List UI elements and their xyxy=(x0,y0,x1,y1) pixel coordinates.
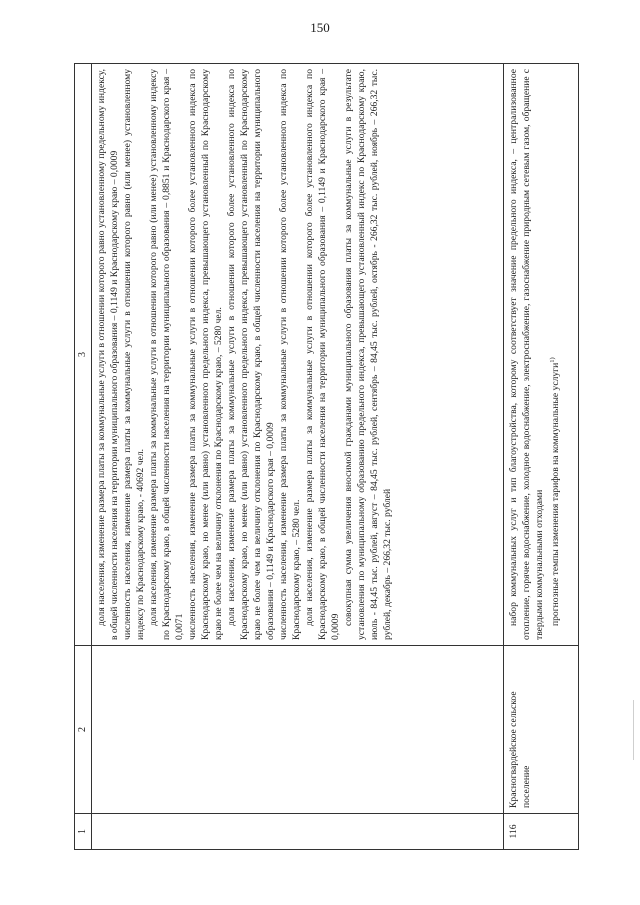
paragraph: доля населения, изменение размера платы за коммунальные услуги в отношении которого равно установленному предельному индексу, в общей численности населения на территории муниципального образования – 0,1149 и Краснодарскому краю – 0,0009 xyxy=(96,69,120,640)
paragraph: доля населения, изменение размера платы за коммунальные услуги в отношении которого более установленного индекса по Краснодарскому краю, но менее (или равно) установленного предельного индекса, превышающего установленный по Краснодарскому краю не более чем на величину отклонения по Краснодарскому краю, в общей численности населения на территории муниципального образования – 0,1149 и Краснодарского края – 0,0009 xyxy=(226,69,276,640)
scan-edge-mark xyxy=(633,700,634,760)
table-header-row xyxy=(75,64,92,850)
page-number: 150 xyxy=(310,20,330,35)
header-col-1: 1 xyxy=(75,814,92,850)
paragraph: численность населения, изменение размера платы за коммунальные услуги в отношении которого более установленного индекса по Краснодарскому краю, – 5280 чел. xyxy=(278,69,302,640)
rotated-table-area xyxy=(74,64,579,850)
paragraph: численность населения, изменение размера платы за коммунальные услуги в отношении которого равно (или менее) установленному индексу по Краснодарскому краю, - 40692 чел. xyxy=(122,69,146,640)
header-col-3: 3 xyxy=(75,64,92,646)
table-row xyxy=(92,64,504,850)
municipality-name xyxy=(92,646,504,814)
tariff-table xyxy=(74,63,579,850)
table-row xyxy=(504,64,579,850)
row-description xyxy=(92,64,504,646)
rotated-table-canvas xyxy=(74,64,579,850)
paragraph: совокупная сумма увеличения вносимой гражданами муниципального образования платы за коммунальные услуги в результате установления по муниципальному образованию предельного индекса, превышающего установленный индекс по Краснодарскому краю, июль - 84,45 тыс. рублей, август – 84,45 тыс. рублей, сентябрь – 84,45 тыс. рублей, октябрь - 266,32 тыс. рублей, ноябрь – 266,32 тыс. рублей, декабрь – 266,32 тыс. рублей xyxy=(343,69,393,640)
paragraph: набор коммунальных услуг и тип благоустройства, которому соответствует значение предельного индекса, – централизованное отопление, горячее водоснабжение, холодное водоснабжение, электроснабжение, газоснабжение природным сетевым газом, обращение с твердыми коммунальными отходами xyxy=(508,69,545,640)
paragraph-text: прогнозные темпы изменения тарифов на коммунальные услуги xyxy=(550,362,562,626)
footnote-mark: 1) xyxy=(549,357,556,363)
municipality-name: Красногвардейское сельское поселение xyxy=(504,646,579,814)
paragraph: численность населения, изменение размера платы за коммунальные услуги в отношении которого более установленного индекса по Краснодарскому краю, но менее (или равно) установленного предельного индекса, превышающего установленный по Краснодарскому краю не более чем на величину отклонения по Краснодарскому краю, – 5280 чел. xyxy=(187,69,224,640)
row-description xyxy=(504,64,579,646)
paragraph: доля населения, изменение размера платы за коммунальные услуги в отношении которого равно (или менее) установленному индексу по Краснодарскому краю, в общей численности населения на территории муниципального образования – 0,8851 и Краснодарского края – 0,0071 xyxy=(148,69,185,640)
paragraph xyxy=(546,69,562,640)
row-number: 116 xyxy=(504,814,579,850)
header-col-2: 2 xyxy=(75,646,92,814)
row-number xyxy=(92,814,504,850)
paragraph: доля населения, изменение размера платы за коммунальные услуги в отношении которого более установленного индекса по Краснодарскому краю, в общей численности населения на территории муниципального образования – 0,1149 и Краснодарского края – 0,0009 xyxy=(304,69,341,640)
